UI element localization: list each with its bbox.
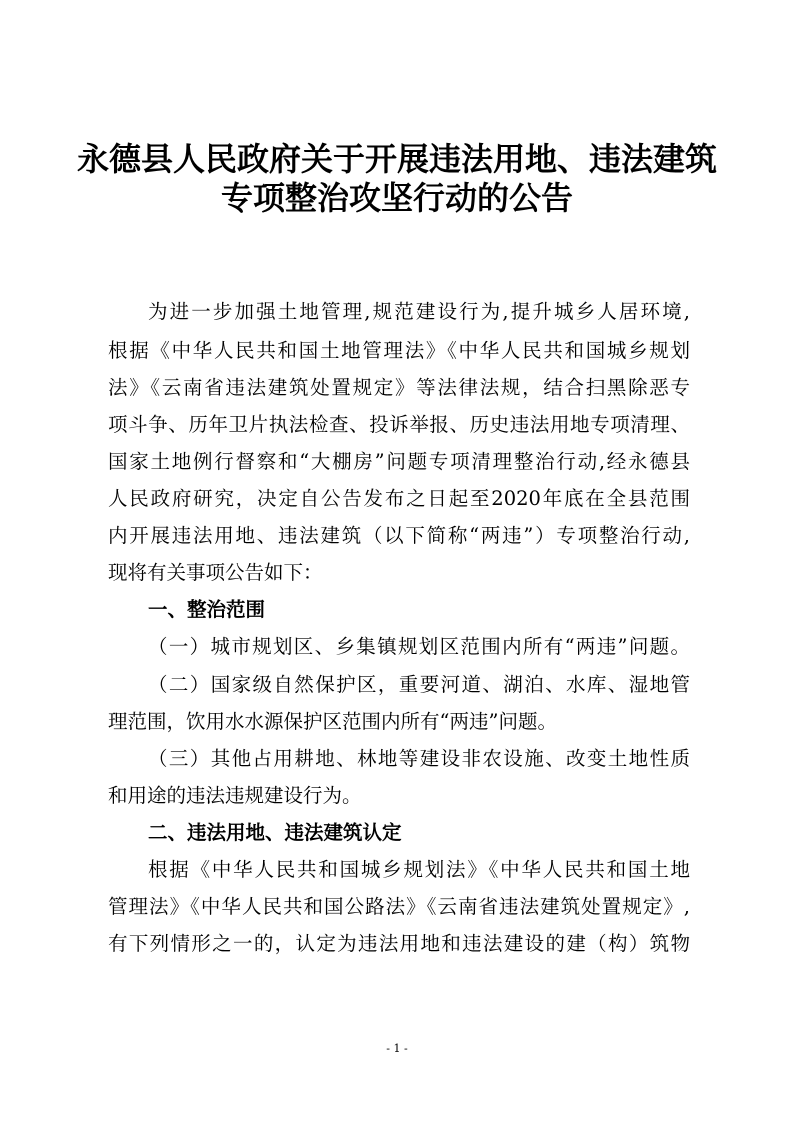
determination-paragraph-line: 根据《中华人民共和国城乡规划法》《中华人民共和国土地 <box>148 858 690 881</box>
determination-paragraph-line: 有下列情形之一的，认定为违法用地和违法建设的建（构）筑物 <box>108 932 690 955</box>
scope-item-1: （一）城市规划区、乡集镇规划区范围内所有“两违”问题。 <box>148 635 690 658</box>
intro-paragraph-line: 为进一步加强土地管理,规范建设行为,提升城乡人居环境, <box>148 300 690 323</box>
scope-item-2: （二）国家级自然保护区，重要河道、湖泊、水库、湿地管 <box>148 673 690 696</box>
intro-paragraph-line: 根据《中华人民共和国土地管理法》《中华人民共和国城乡规划 <box>108 339 690 362</box>
intro-paragraph-line: 内开展违法用地、违法建筑（以下简称“两违”）专项整治行动, <box>108 524 690 547</box>
scope-item-3-continued: 和用途的违法违规建设行为。 <box>108 784 362 807</box>
intro-paragraph-line: 项斗争、历年卫片执法检查、投诉举报、历史违法用地专项清理、 <box>108 413 690 436</box>
section-heading-determination: 二、违法用地、违法建筑认定 <box>148 821 402 844</box>
scope-item-3: （三）其他占用耕地、林地等建设非农设施、改变土地性质 <box>148 747 690 770</box>
page-number: - 1 - <box>386 1042 408 1055</box>
document-title-line-2: 专项整治攻坚行动的公告 <box>220 179 573 217</box>
intro-paragraph-line: 法》《云南省违法建筑处置规定》等法律法规，结合扫黑除恶专 <box>108 376 690 399</box>
document-title-line-1: 永德县人民政府关于开展违法用地、违法建筑 <box>76 140 717 178</box>
intro-paragraph-line: 人民政府研究，决定自公告发布之日起至2020年底在全县范围 <box>108 487 690 510</box>
intro-paragraph-line: 国家土地例行督察和“大棚房”问题专项清理整治行动,经永德县 <box>108 450 690 473</box>
determination-paragraph-line: 管理法》《中华人民共和国公路法》《云南省违法建筑处置规定》, <box>108 895 690 918</box>
intro-paragraph-line: 现将有关事项公告如下： <box>108 561 323 584</box>
section-heading-scope: 一、整治范围 <box>148 598 266 621</box>
scope-item-2-continued: 理范围，饮用水水源保护区范围内所有“两违”问题。 <box>108 710 557 733</box>
